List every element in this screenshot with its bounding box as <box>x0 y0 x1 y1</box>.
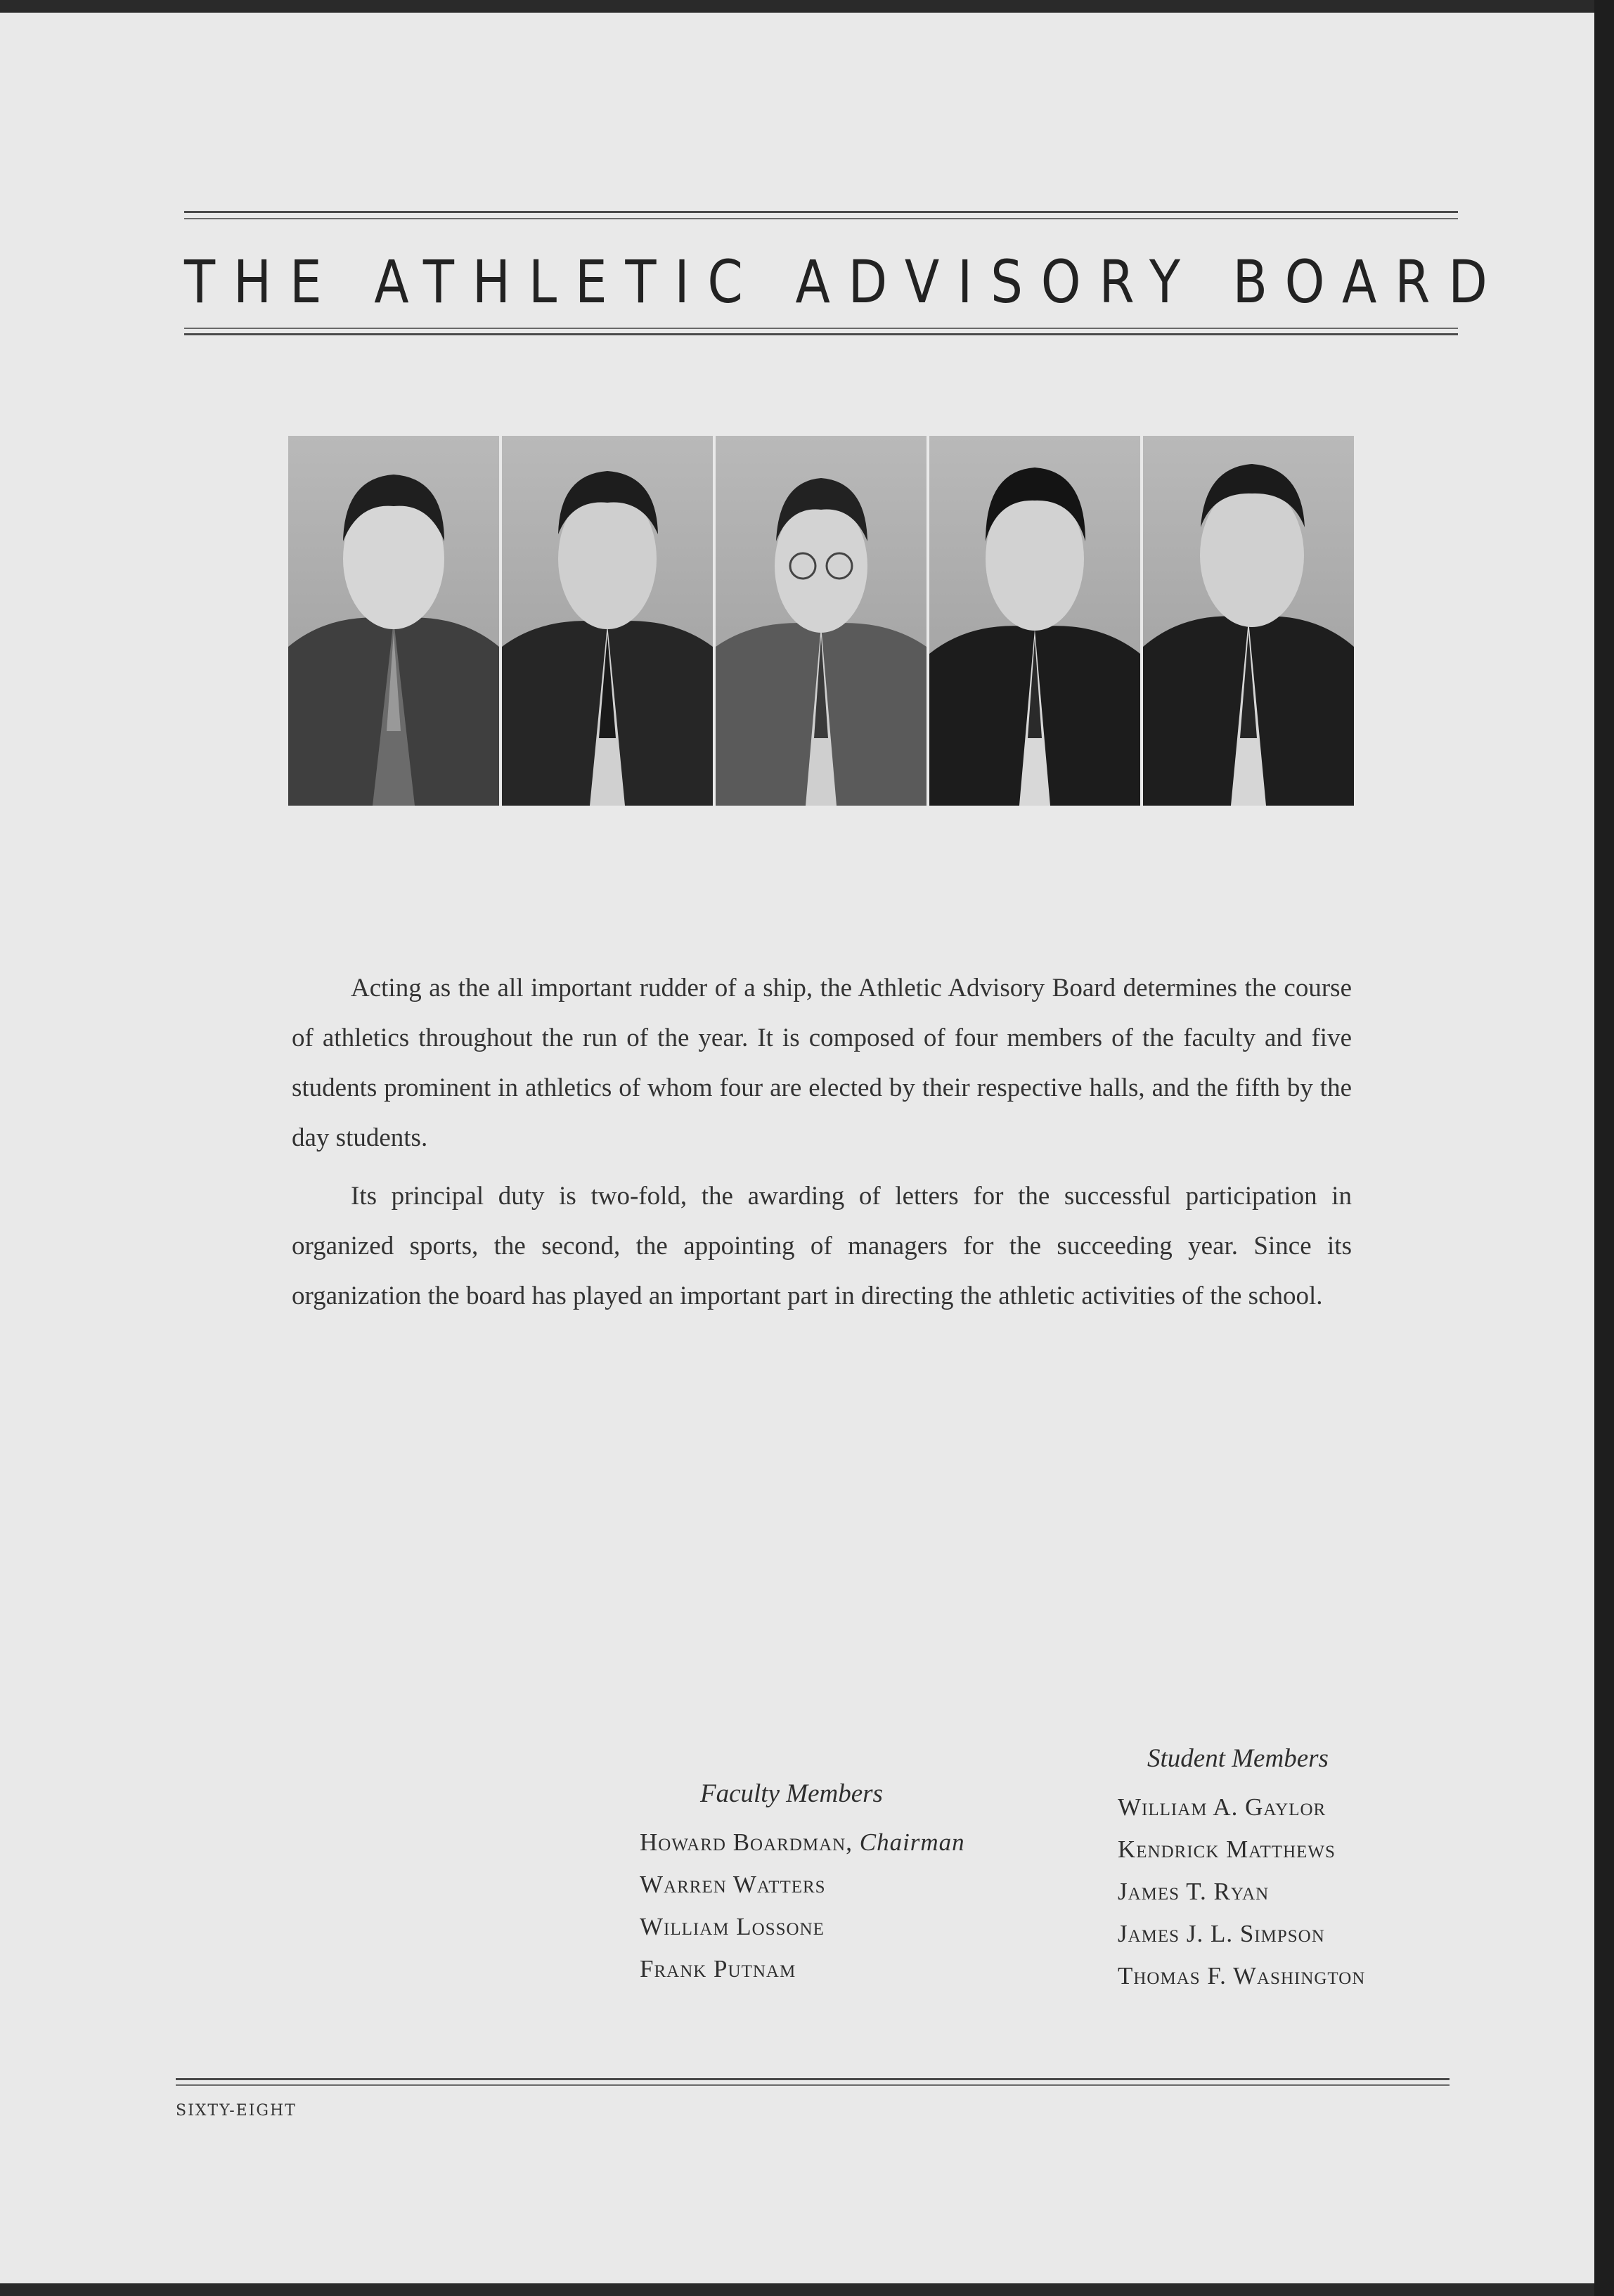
faculty-member: Frank Putnam <box>640 1955 796 1982</box>
faculty-member: Howard Boardman, Chairman <box>640 1829 965 1856</box>
faculty-members-list <box>640 1779 965 1990</box>
portrait-photo-4 <box>929 436 1140 806</box>
description <box>292 963 1352 1321</box>
student-member: James T. Ryan <box>1118 1878 1270 1905</box>
title-rule-top-inner <box>184 218 1458 219</box>
portrait-photo-1 <box>288 436 499 806</box>
portrait-strip <box>288 436 1354 806</box>
student-member: James J. L. Simpson <box>1118 1920 1325 1947</box>
yearbook-page <box>0 13 1594 2283</box>
student-member: Kendrick Matthews <box>1118 1836 1336 1863</box>
paragraph-2: Its principal duty is two-fold, the awarding of letters for the successful participation in organized sports, the second, the appointing of managers for the succeeding year. Since its organization the board has played an important part in directing the athletic activities of the school. <box>292 1182 1352 1310</box>
student-member: Thomas F. Washington <box>1118 1962 1366 1989</box>
page-title: THE ATHLETIC ADVISORY BOARD <box>184 247 1506 316</box>
chairman-role: Chairman <box>859 1829 965 1856</box>
faculty-heading: Faculty Members <box>700 1779 883 1808</box>
student-member: William A. Gaylor <box>1118 1793 1326 1821</box>
paragraph-1: Acting as the all important rudder of a ship, the Athletic Advisory Board determines the course of athletics throughout the run of the year. It is composed of four members of the faculty and five students prominent in athletics of whom four are elected by their respective halls, and the fifth by the day students. <box>292 974 1352 1152</box>
student-members-list <box>1118 1743 1365 1997</box>
page-number: SIXTY-EIGHT <box>176 2102 297 2120</box>
student-heading: Student Members <box>1147 1744 1329 1773</box>
title-rule-bottom <box>184 333 1458 335</box>
footer-rule <box>176 2078 1450 2080</box>
faculty-member: Warren Watters <box>640 1871 826 1898</box>
portrait-photo-3 <box>716 436 927 806</box>
portrait-photo-2 <box>502 436 713 806</box>
faculty-member: William Lossone <box>640 1913 825 1940</box>
portrait-photo-5 <box>1143 436 1354 806</box>
title-rule-bottom-inner <box>184 328 1458 329</box>
page-edge-shadow <box>1594 0 1614 2296</box>
title-rule-top <box>184 211 1458 213</box>
footer-rule-inner <box>176 2084 1450 2086</box>
